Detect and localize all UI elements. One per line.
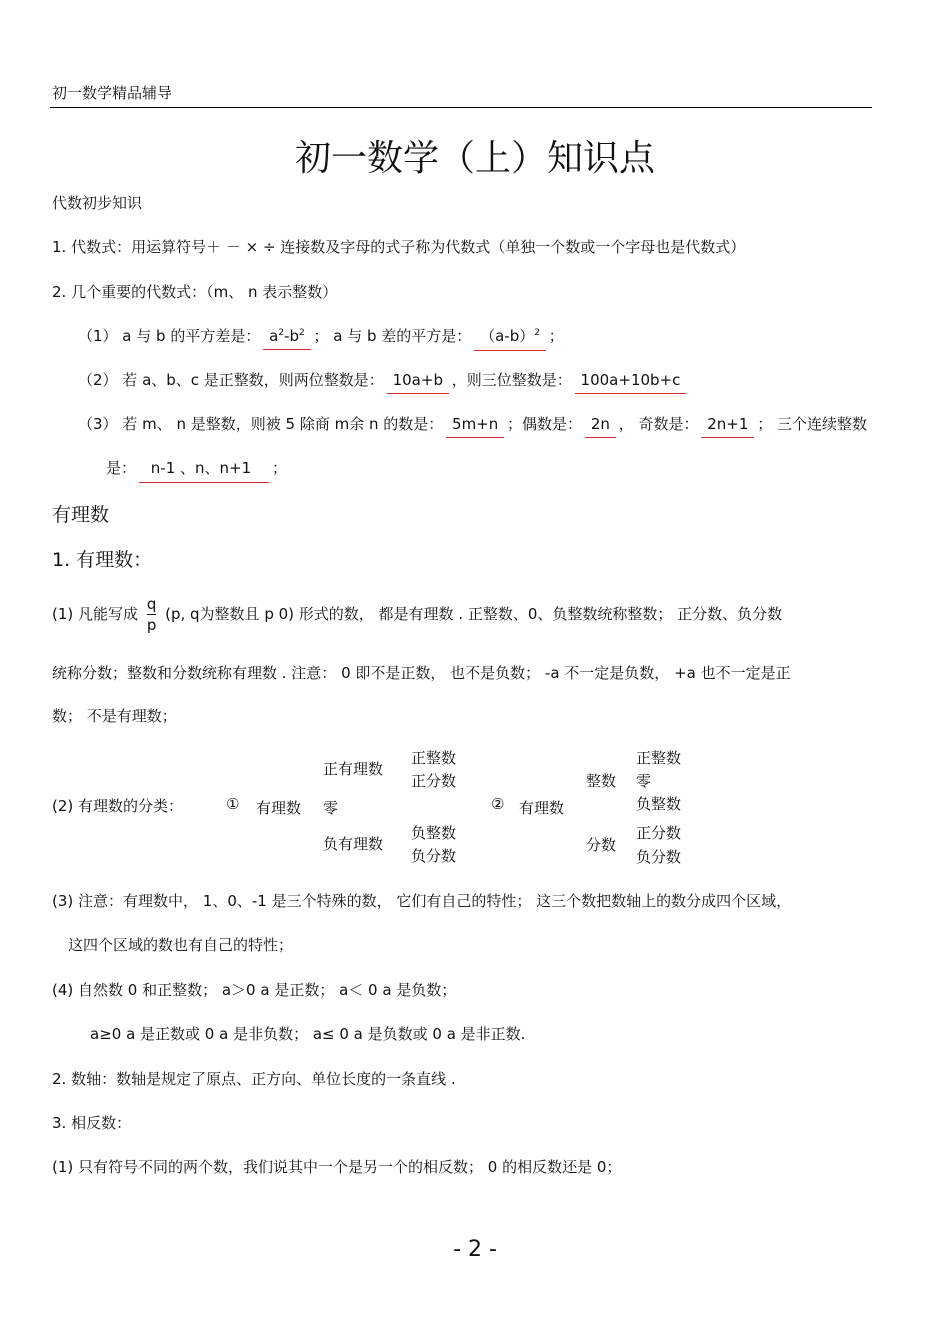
item-opposite-numbers: 3. 相反数： bbox=[52, 1114, 132, 1132]
paragraph-3-line2: 这四个区域的数也有自己的特性； bbox=[68, 936, 294, 954]
classification-2-fraction: 分数 bbox=[586, 836, 617, 854]
fraction-q-over-p bbox=[147, 594, 157, 635]
paragraph-1-line2: 统称分数；整数和分数统称有理数 . 注意： 0 即不是正数， 也不是负数； -a 不一定是负数， +a 也不一定是正 bbox=[52, 664, 791, 682]
sub3-line2-prefix: 是： bbox=[106, 459, 137, 477]
classification-2-integer: 整数 bbox=[586, 772, 617, 790]
section-heading-rational: 有理数 bbox=[52, 504, 110, 526]
classification-1-number: ① bbox=[226, 795, 240, 813]
exponent: 2 bbox=[534, 328, 540, 338]
answer-three-digit: 100a+10b+c bbox=[577, 371, 685, 389]
paragraph-3-line1: (3) 注意：有理数中， 1、0、-1 是三个特殊的数， 它们有自己的特性； 这三个数把数轴上的数分成四个区域， bbox=[52, 892, 792, 910]
classification-1-positive-integer: 正整数 bbox=[411, 749, 457, 767]
sub3-mid1: ；偶数是： bbox=[507, 415, 583, 433]
classification-2-zero: 零 bbox=[636, 772, 652, 790]
page-title: 初一数学（上）知识点 bbox=[294, 138, 655, 179]
classification-label: (2) 有理数的分类： bbox=[52, 797, 184, 815]
classification-2-negative-fraction: 负分数 bbox=[636, 848, 682, 866]
section-heading-algebra: 代数初步知识 bbox=[52, 194, 143, 212]
classification-2-positive-integer: 正整数 bbox=[636, 749, 682, 767]
answer-part-a: a bbox=[269, 327, 279, 345]
sub2-middle: ，则三位整数是： bbox=[451, 371, 572, 389]
answer-part-b: -b bbox=[284, 327, 299, 345]
answer-square-of-difference bbox=[476, 325, 544, 346]
sub-item-3 bbox=[78, 413, 867, 434]
sub-item-2 bbox=[78, 369, 684, 390]
classification-2-positive-fraction: 正分数 bbox=[636, 824, 682, 842]
sub3-line2-suffix: ； bbox=[271, 459, 287, 477]
answer-difference-of-squares bbox=[265, 327, 309, 345]
fraction-denominator: p bbox=[146, 616, 157, 634]
classification-2-root: 有理数 bbox=[519, 799, 565, 817]
classification-2-number: ② bbox=[491, 795, 505, 813]
fraction-numerator: q bbox=[146, 595, 157, 613]
answer-two-digit: 10a+b bbox=[389, 371, 447, 389]
sub3-suffix: ； 三个连续整数 bbox=[757, 415, 867, 433]
classification-1-root: 有理数 bbox=[256, 799, 302, 817]
sub1-suffix: ； bbox=[548, 327, 564, 345]
sub-item-3-line2 bbox=[106, 457, 287, 478]
classification-1-zero: 零 bbox=[323, 799, 339, 817]
opposite-numbers-paragraph-1: (1) 只有符号不同的两个数，我们说其中一个是另一个的相反数； 0 的相反数还是 0； bbox=[52, 1158, 622, 1176]
running-header: 初一数学精品辅导 bbox=[52, 84, 173, 102]
p1-prefix: (1) 凡能写成 bbox=[52, 605, 139, 623]
item-number-line: 2. 数轴：数轴是规定了原点、正方向、单位长度的一条直线 . bbox=[52, 1070, 456, 1088]
paragraph-1-line3: 数； 不是有理数； bbox=[52, 707, 177, 725]
item-important-expressions: 2. 几个重要的代数式：（m、 n 表示整数） bbox=[52, 283, 338, 301]
sub2-prefix: （2） 若 a、b、c 是正整数，则两位整数是： bbox=[78, 371, 384, 389]
paragraph-4-line1: (4) 自然数 0 和正整数； a＞0 a 是正数； a＜ 0 a 是负数； bbox=[52, 981, 457, 999]
exponent-a: 2 bbox=[278, 328, 285, 338]
answer-odd: 2n+1 bbox=[703, 415, 752, 433]
sub1-prefix: （1） a 与 b 的平方差是： bbox=[78, 327, 261, 345]
answer-consecutive: n-1 、n、n+1 bbox=[141, 457, 267, 478]
classification-1-positive-fraction: 正分数 bbox=[411, 772, 457, 790]
classification-1-negative-integer: 负整数 bbox=[411, 824, 457, 842]
sub3-mid2: ， 奇数是： bbox=[618, 415, 699, 433]
header-rule bbox=[50, 107, 872, 108]
page-number: - 2 - bbox=[453, 1237, 497, 1262]
classification-1-negative: 负有理数 bbox=[323, 835, 384, 853]
item-algebraic-expression: 1. 代数式：用运算符号＋ － × ÷ 连接数及字母的式子称为代数式（单独一个数或一个字母也是代数式） bbox=[52, 238, 746, 256]
sub-heading-rational: 1. 有理数： bbox=[52, 549, 153, 571]
paragraph-1-line1 bbox=[52, 594, 782, 635]
answer-division: 5m+n bbox=[448, 415, 502, 433]
exponent-b: 2 bbox=[299, 328, 305, 338]
sub3-prefix: （3） 若 m、 n 是整数，则被 5 除商 m余 n 的数是： bbox=[78, 415, 444, 433]
sub1-middle: ； a 与 b 差的平方是： bbox=[313, 327, 472, 345]
classification-1-negative-fraction: 负分数 bbox=[411, 847, 457, 865]
p1-suffix: (p, q为整数且 p 0) 形式的数， 都是有理数 . 正整数、0、负整数统称整数； 正分数、负分数 bbox=[165, 605, 783, 623]
sub-item-1 bbox=[78, 325, 564, 346]
paragraph-4-line2: a≥0 a 是正数或 0 a 是非负数； a≤ 0 a 是负数或 0 a 是非正数. bbox=[90, 1025, 526, 1043]
answer-part: （a-b） bbox=[480, 327, 535, 345]
classification-1-positive: 正有理数 bbox=[323, 760, 384, 778]
classification-2-negative-integer: 负整数 bbox=[636, 795, 682, 813]
answer-even: 2n bbox=[587, 415, 614, 433]
